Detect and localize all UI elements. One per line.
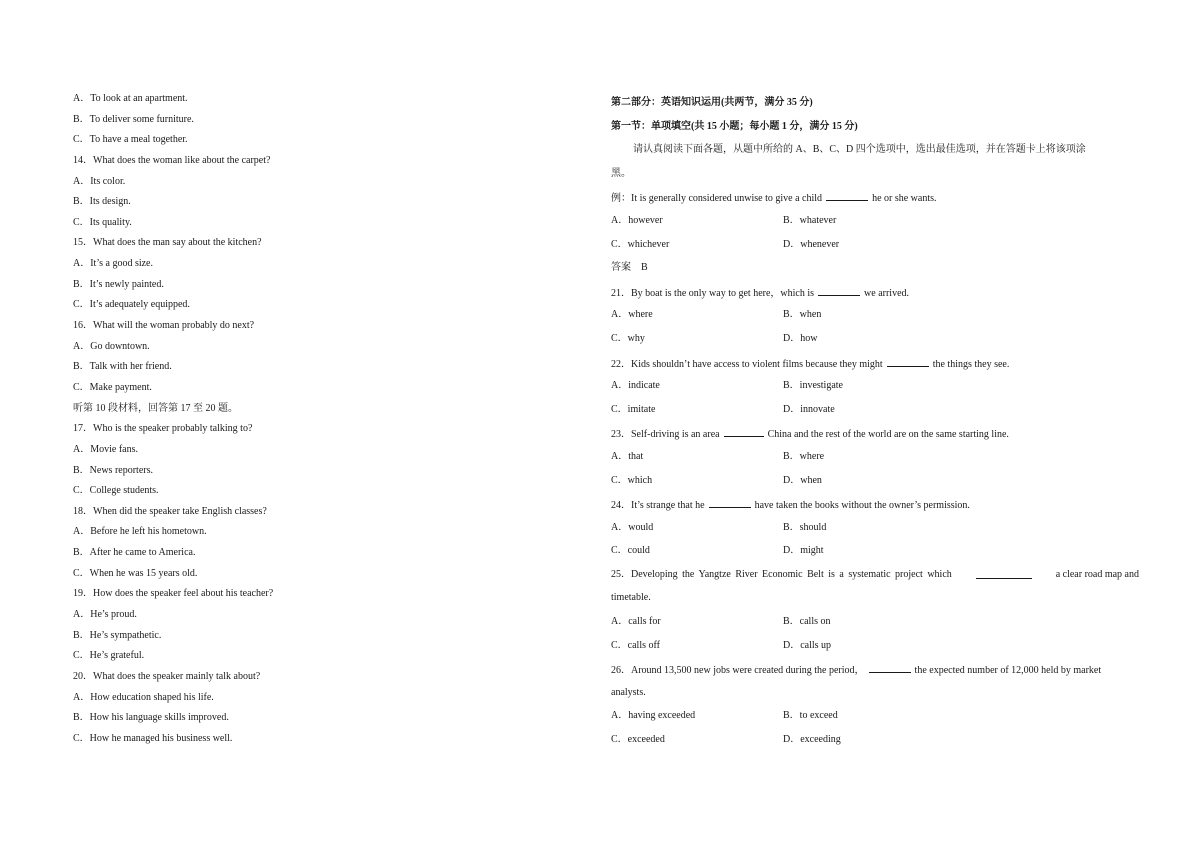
- option-b: B．should: [783, 521, 827, 533]
- question-26-continued: analysts.: [611, 686, 646, 698]
- question-22: [611, 357, 1139, 381]
- question-21-options-row-1: [611, 309, 1139, 333]
- question-stem-start: 26．Around 13,500 new jobs were created during the period，: [611, 665, 865, 677]
- left-line: 19．How does the speaker feel about his teacher?: [73, 588, 274, 600]
- left-line: B．It’s newly painted.: [73, 278, 164, 290]
- option-a: A．that: [611, 450, 644, 462]
- left-line: C．To have a meal together.: [73, 134, 188, 146]
- question-23-options-row-1: [611, 451, 1139, 475]
- question-24-options-row-2: [611, 545, 1139, 569]
- answer-blank: [826, 191, 868, 201]
- option-b: B．when: [783, 309, 822, 321]
- option-c: C．calls off: [611, 639, 660, 651]
- example-options-row-2: [611, 239, 1139, 263]
- left-line: 15．What does the man say about the kitchen?: [73, 237, 262, 249]
- option-b: B．to exceed: [783, 710, 838, 722]
- question-22-options-row-1: [611, 380, 1139, 404]
- left-line: C．College students.: [73, 485, 159, 497]
- question-stem-start: 24．It’s strange that he: [611, 500, 705, 512]
- option-c: C．exceeded: [611, 734, 665, 746]
- question-stem-start: 22．Kids shouldn’t have access to violent films because they might: [611, 358, 883, 370]
- example-stem-end: he or she wants.: [872, 193, 937, 205]
- left-line: A．How education shaped his life.: [73, 691, 214, 703]
- question-stem-end: we arrived.: [864, 287, 910, 299]
- left-line: A．Before he left his hometown.: [73, 526, 207, 538]
- question-26: [611, 663, 1139, 687]
- instructions-line-1: 请认真阅读下面各题，从题中所给的 A、B、C、D 四个选项中，选出最佳选项，并在答题卡上将该项涂: [633, 144, 1086, 156]
- option-a: A．indicate: [611, 380, 660, 392]
- question-stem-end: the things they see.: [932, 358, 1010, 370]
- left-line: B．He’s sympathetic.: [73, 629, 162, 641]
- left-line: C．Make payment.: [73, 381, 152, 393]
- option-c: C．why: [611, 332, 645, 344]
- question-24-options-row-1: [611, 522, 1139, 546]
- question-stem-end: a clear road map and: [1055, 568, 1139, 580]
- left-line: B．How his language skills improved.: [73, 712, 229, 724]
- question-26-options-row-2: [611, 734, 1139, 758]
- question-23: [611, 427, 1139, 451]
- left-line: 16．What will the woman probably do next?: [73, 320, 255, 332]
- option-d: D．exceeding: [783, 734, 841, 746]
- option-c: C．whichever: [611, 238, 670, 250]
- question-21: [611, 286, 1139, 310]
- question-stem-end: China and the rest of the world are on the same starting line.: [767, 429, 1009, 441]
- option-d: D．might: [783, 545, 824, 557]
- section-title: 第一节：单项填空(共 15 小题；每小题 1 分，满分 15 分): [611, 120, 858, 132]
- left-line: C．How he managed his business well.: [73, 732, 233, 744]
- left-line: C．It’s adequately equipped.: [73, 299, 190, 311]
- option-a: A．where: [611, 309, 653, 321]
- example-stem: [611, 191, 1139, 215]
- option-a: A．however: [611, 214, 663, 226]
- left-line: A．It’s a good size.: [73, 258, 153, 270]
- example-stem-start: 例：It is generally considered unwise to give a child: [611, 193, 823, 205]
- question-25-continued: timetable.: [611, 592, 651, 604]
- question-25: [611, 569, 1139, 593]
- left-line: C．He’s grateful.: [73, 650, 145, 662]
- left-line: A．Its color.: [73, 175, 126, 187]
- option-b: B．calls on: [783, 616, 831, 628]
- left-line: C．When he was 15 years old.: [73, 567, 198, 579]
- left-line: C．Its quality.: [73, 216, 132, 228]
- answer-blank: [724, 427, 764, 437]
- left-line: B．News reporters.: [73, 464, 153, 476]
- left-line: 20．What does the speaker mainly talk about?: [73, 670, 261, 682]
- option-c: C．could: [611, 545, 650, 557]
- left-line: B．Talk with her friend.: [73, 361, 172, 373]
- question-24: [611, 498, 1139, 522]
- answer-blank: [869, 663, 911, 673]
- left-line: B．To deliver some furniture.: [73, 113, 194, 125]
- option-c: C．imitate: [611, 403, 656, 415]
- question-22-options-row-2: [611, 404, 1139, 428]
- option-a: A．would: [611, 521, 654, 533]
- option-a: A．calls for: [611, 616, 661, 628]
- left-line: B．After he came to America.: [73, 547, 196, 559]
- question-stem-start: 21．By boat is the only way to get here，which is: [611, 287, 815, 299]
- right-column: [611, 97, 1139, 758]
- option-b: B．whatever: [783, 214, 837, 226]
- left-line: 14．What does the woman like about the carpet?: [73, 154, 271, 166]
- left-line: A．Movie fans.: [73, 443, 138, 455]
- option-b: B．where: [783, 450, 825, 462]
- left-line: A．To look at an apartment.: [73, 93, 188, 104]
- option-d: D．innovate: [783, 403, 835, 415]
- question-stem-end: have taken the books without the owner’s permission.: [754, 500, 970, 512]
- option-c: C．which: [611, 474, 653, 486]
- question-25-options-row-2: [611, 640, 1139, 664]
- left-line: 18．When did the speaker take English classes?: [73, 505, 267, 517]
- question-23-options-row-2: [611, 475, 1139, 499]
- instructions-line-2: 黑。: [611, 167, 631, 179]
- left-column: [73, 93, 543, 754]
- question-21-options-row-2: [611, 333, 1139, 357]
- left-line: A．Go downtown.: [73, 340, 150, 352]
- question-stem-end: the expected number of 12,000 held by market: [914, 665, 1102, 677]
- question-stem-start: 23．Self-driving is an area: [611, 429, 720, 441]
- left-line: B．Its design.: [73, 196, 131, 208]
- answer-blank: [709, 498, 751, 508]
- part-title: 第二部分：英语知识运用(共两节，满分 35 分): [611, 97, 813, 108]
- answer-blank: [818, 286, 860, 296]
- left-line: 17．Who is the speaker probably talking to?: [73, 423, 253, 435]
- left-line: 听第 10 段材料，回答第 17 至 20 题。: [73, 402, 238, 414]
- example-options-row-1: [611, 215, 1139, 239]
- example-answer: 答案 B: [611, 262, 648, 274]
- question-25-options-row-1: [611, 616, 1139, 640]
- option-d: D．how: [783, 332, 818, 344]
- option-b: B．investigate: [783, 380, 843, 392]
- option-d: D．calls up: [783, 639, 832, 651]
- option-d: D．whenever: [783, 238, 840, 250]
- answer-blank: [887, 357, 929, 367]
- option-a: A．having exceeded: [611, 710, 696, 722]
- left-line: A．He’s proud.: [73, 609, 137, 621]
- answer-blank: [976, 569, 1032, 579]
- question-26-options-row-1: [611, 710, 1139, 734]
- option-d: D．when: [783, 474, 822, 486]
- question-stem-start: 25．Developing the Yangtze River Economic Belt is a systematic project which: [611, 568, 952, 580]
